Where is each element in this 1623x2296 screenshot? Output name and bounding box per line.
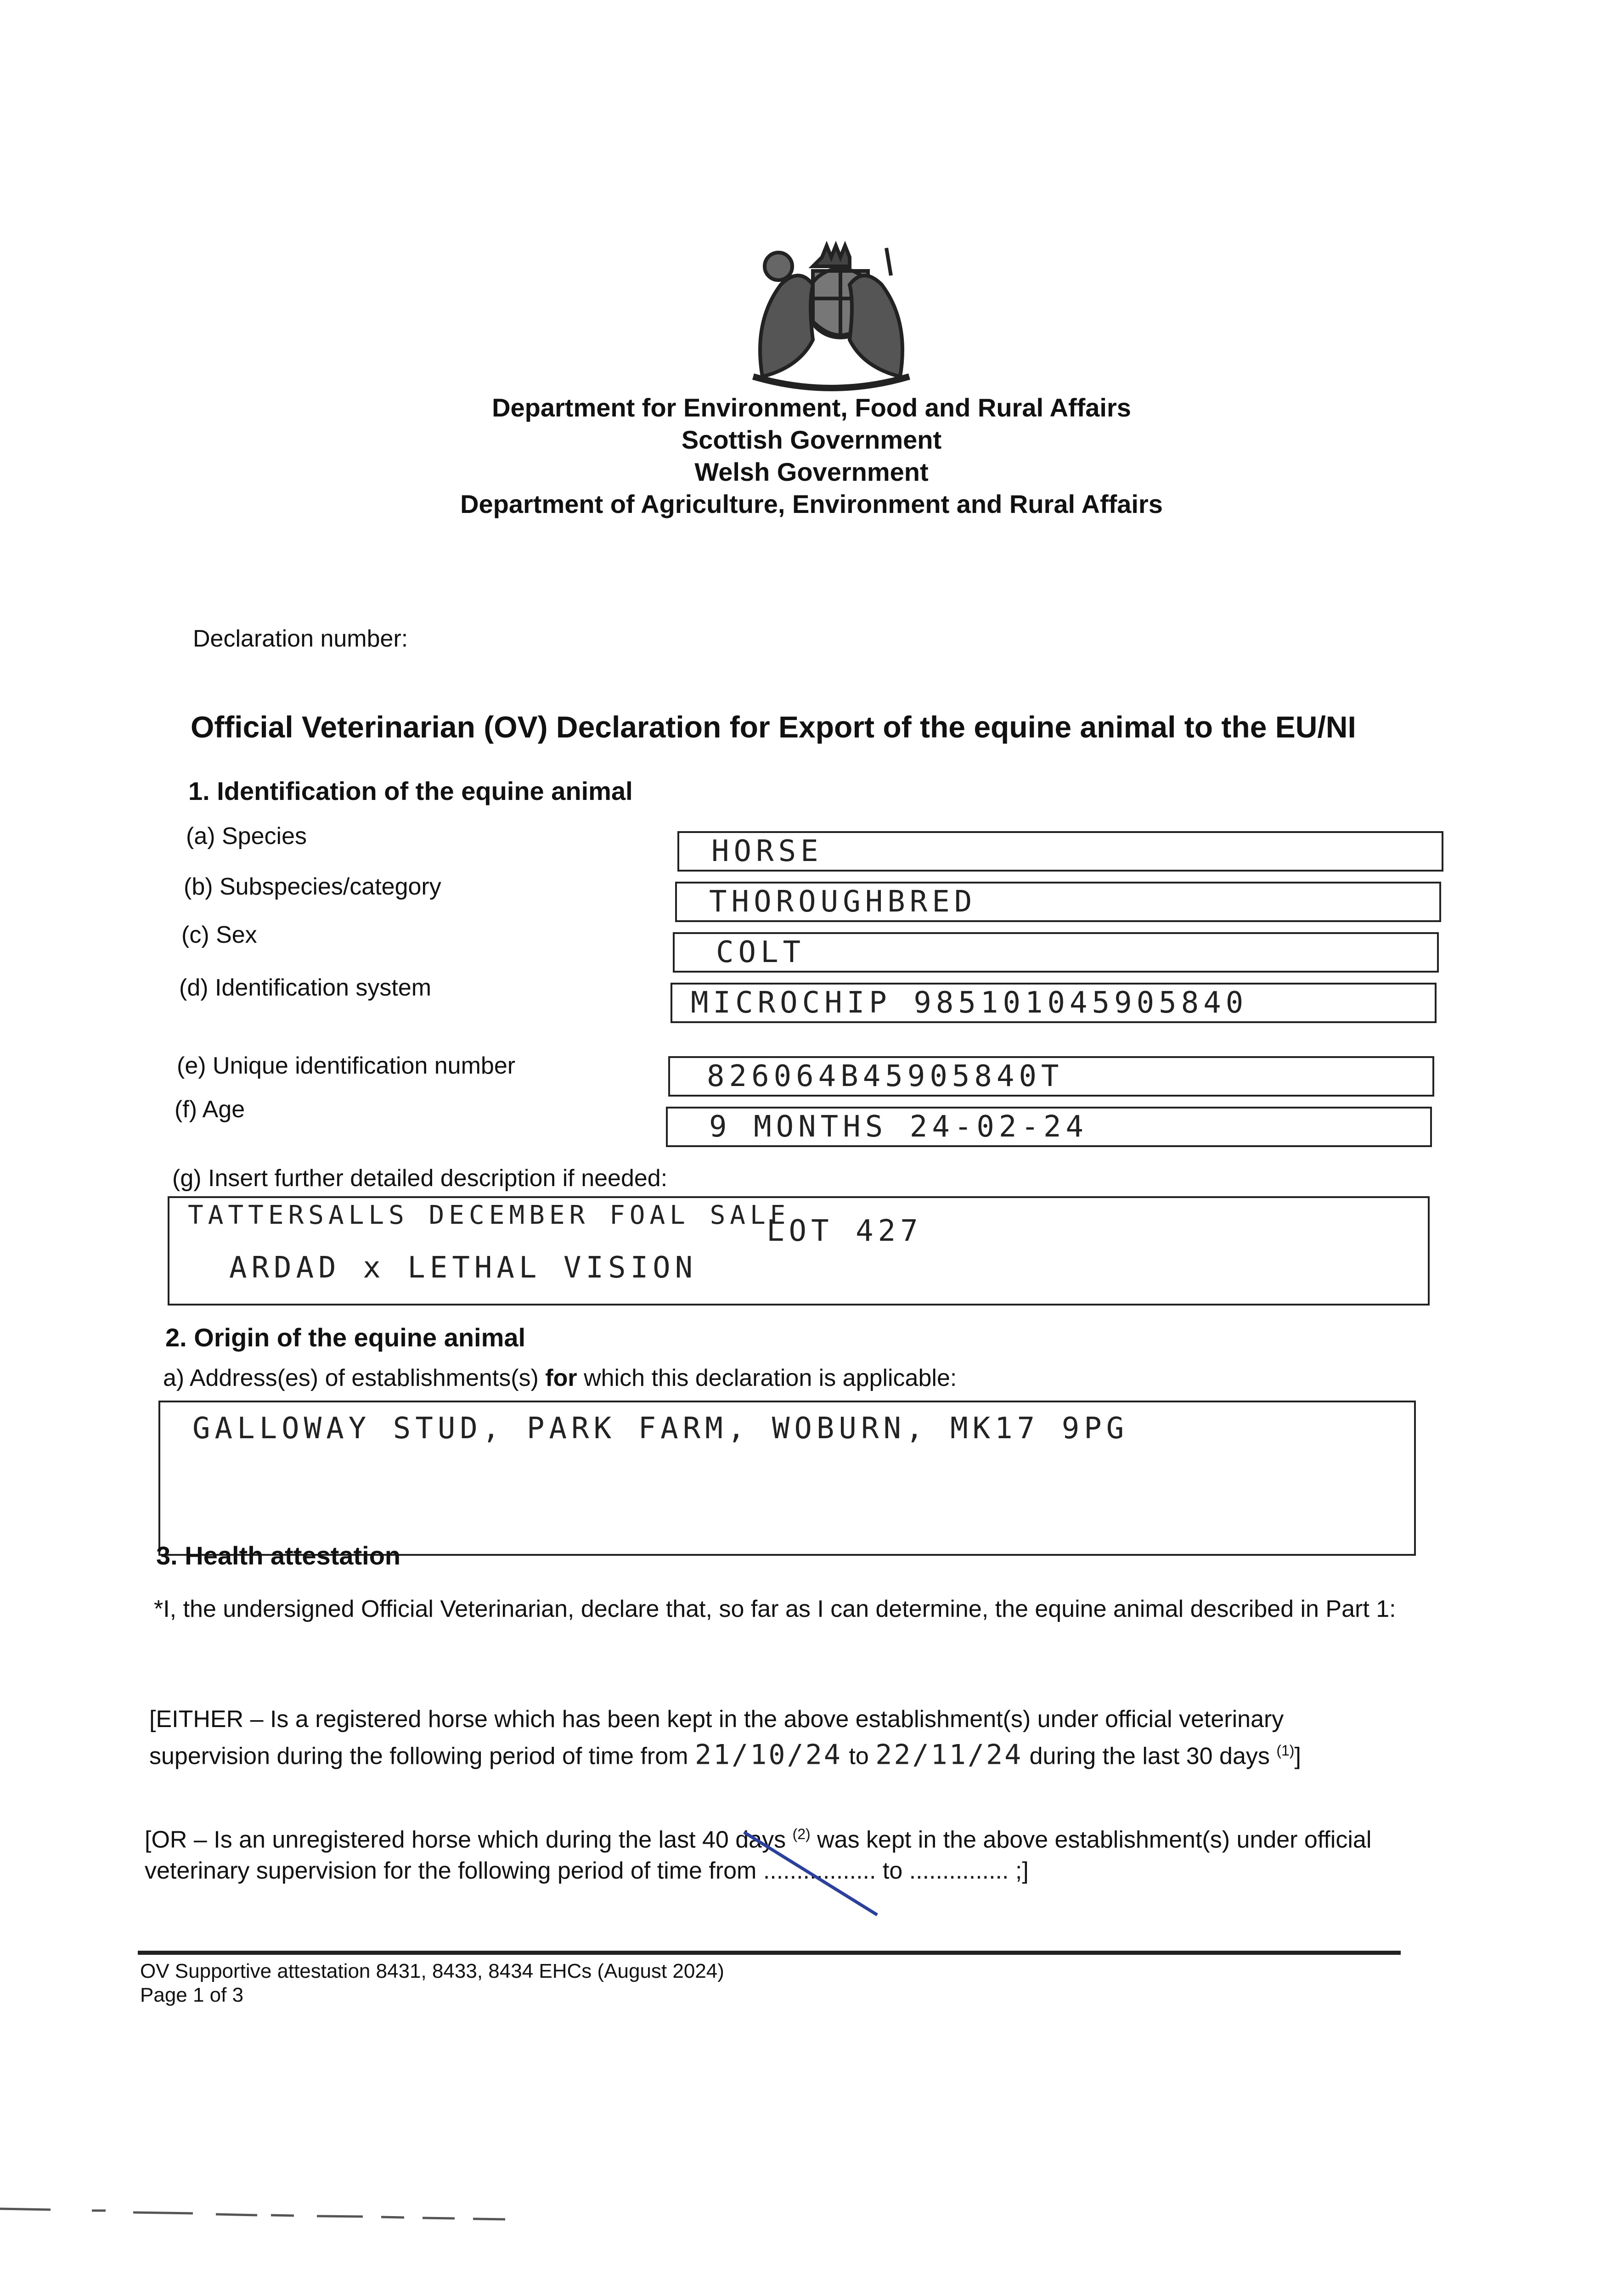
age-label: (f) Age	[175, 1096, 245, 1123]
unique-id-field[interactable]	[668, 1056, 1434, 1097]
or-to-word: to	[882, 1857, 903, 1885]
either-text1: [EITHER – Is a registered horse which has been kept in the above establishment(s) under official veterinary supervision during the following period of time from	[149, 1706, 1284, 1770]
page-title: Official Veterinarian (OV) Declaration for Export of the equine animal to the EU/NI	[191, 710, 1356, 744]
section3-heading: 3. Health attestation	[156, 1541, 401, 1570]
age-value: 9 MONTHS 24-02-24	[709, 1110, 1088, 1144]
either-footnote-ref: (1)	[1276, 1742, 1295, 1759]
either-close: ]	[1294, 1743, 1301, 1770]
either-clause	[149, 1704, 1408, 1772]
section1-heading: 1. Identification of the equine animal	[188, 777, 633, 805]
species-value: HORSE	[711, 834, 823, 868]
department-defra: Department for Environment, Food and Rural Affairs	[492, 393, 1131, 422]
sex-value: COLT	[716, 935, 806, 969]
or-text2: was kept in the above establishment(s) under official veterinary supervision for the following period of time from	[145, 1826, 1372, 1885]
further-description-field[interactable]	[168, 1196, 1430, 1306]
scan-artifact-dashes	[0, 2204, 551, 2223]
sex-label: (c) Sex	[181, 922, 257, 948]
further-description-lot: LOT 427	[766, 1214, 923, 1248]
identification-system-label: (d) Identification system	[179, 974, 432, 1001]
health-intro: *I, the undersigned Official Veterinarian, declare that, so far as I can determine, the equine animal described in Part 1:	[154, 1596, 1396, 1622]
declaration-number-label: Declaration number:	[193, 625, 408, 652]
sex-field[interactable]	[673, 932, 1439, 973]
species-field[interactable]	[677, 831, 1443, 872]
species-label: (a) Species	[186, 823, 307, 850]
identification-system-value: MICROCHIP 985101045905840	[691, 986, 1248, 1020]
age-field[interactable]	[666, 1107, 1432, 1147]
subspecies-field[interactable]	[675, 882, 1441, 922]
further-description-line1: TATTERSALLS DECEMBER FOAL SALE	[188, 1200, 790, 1230]
section2-heading: 2. Origin of the equine animal	[165, 1323, 526, 1352]
footer-page-number: Page 1 of 3	[140, 1984, 244, 2006]
department-scottish-government: Scottish Government	[681, 425, 942, 454]
unique-id-value: 826064B45905840T	[707, 1059, 1064, 1093]
or-close: ;]	[1015, 1857, 1029, 1885]
identification-system-field[interactable]	[671, 983, 1437, 1023]
or-footnote-ref: (2)	[792, 1826, 811, 1842]
subspecies-label: (b) Subspecies/category	[184, 873, 441, 900]
either-to-date: 22/11/24	[875, 1739, 1023, 1771]
address-label-post: which this declaration is applicable:	[577, 1365, 957, 1391]
address-label-pre: a) Address(es) of establishments(s)	[163, 1365, 546, 1391]
subspecies-value: THOROUGHBRED	[709, 885, 977, 919]
or-text1: [OR – Is an unregistered horse which during the last 40 days	[145, 1826, 786, 1853]
department-welsh-government: Welsh Government	[694, 457, 929, 486]
address-label-bold: for	[545, 1365, 577, 1391]
pen-strike-mark	[739, 1828, 886, 1919]
or-dots-from: .................	[763, 1857, 876, 1885]
unique-id-label: (e) Unique identification number	[177, 1052, 516, 1079]
department-daera: Department of Agriculture, Environment and Rural Affairs	[460, 490, 1163, 518]
either-from-date: 21/10/24	[694, 1739, 842, 1771]
footer-attestation: OV Supportive attestation 8431, 8433, 8434 EHCs (August 2024)	[140, 1960, 724, 1982]
royal-coat-of-arms-icon	[735, 239, 928, 395]
address-value: GALLOWAY STUD, PARK FARM, WOBURN, MK17 9PG	[192, 1412, 1129, 1446]
or-dots-to: ...............	[909, 1857, 1009, 1885]
footer-divider	[138, 1951, 1401, 1955]
further-description-label: (g) Insert further detailed description if needed:	[172, 1165, 668, 1192]
either-text2: during the last 30 days	[1029, 1743, 1270, 1770]
further-description-line2: ARDAD x LETHAL VISION	[229, 1251, 698, 1285]
address-label	[163, 1366, 957, 1390]
address-field[interactable]	[158, 1401, 1416, 1556]
either-to-word: to	[849, 1743, 869, 1770]
